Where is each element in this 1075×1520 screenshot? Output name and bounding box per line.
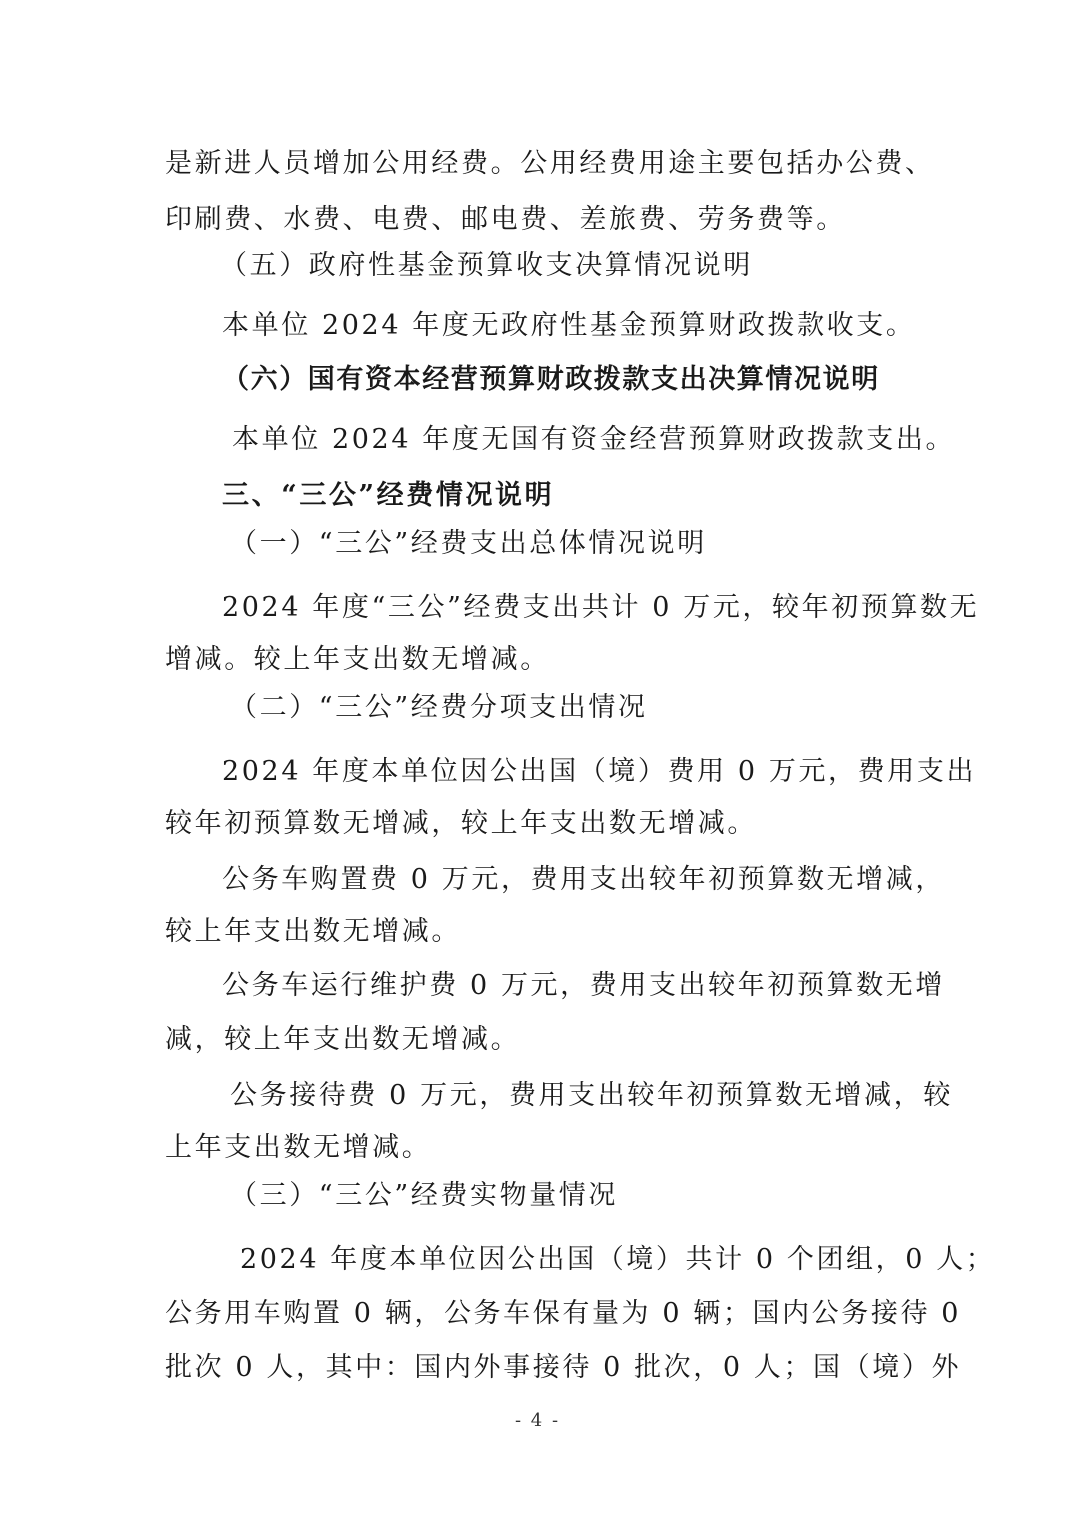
section-heading: （一）“三公”经费支出总体情况说明	[230, 528, 707, 559]
body-line: 批次 0 人，其中：国内外事接待 0 批次，0 人；国（境）外	[165, 1352, 962, 1383]
body-line: 较年初预算数无增减，较上年支出数无增减。	[165, 808, 757, 839]
body-line: 本单位 2024 年度无国有资金经营预算财政拨款支出。	[232, 424, 956, 455]
body-line: 印刷费、水费、电费、邮电费、差旅费、劳务费等。	[165, 204, 846, 235]
body-line: 减，较上年支出数无增减。	[165, 1024, 521, 1055]
section-heading: （二）“三公”经费分项支出情况	[230, 692, 648, 723]
body-line: 公务接待费 0 万元，费用支出较年初预算数无增减，较	[230, 1080, 953, 1111]
body-line: 上年支出数无增减。	[165, 1132, 432, 1163]
body-line: 2024 年度本单位因公出国（境）费用 0 万元，费用支出	[222, 756, 977, 787]
chapter-heading: 三、“三公”经费情况说明	[222, 480, 555, 511]
body-line: 2024 年度“三公”经费支出共计 0 万元，较年初预算数无	[222, 592, 980, 623]
section-heading: （五）政府性基金预算收支决算情况说明	[220, 250, 753, 281]
body-line: 较上年支出数无增减。	[165, 916, 461, 947]
body-line: 公务用车购置 0 辆，公务车保有量为 0 辆；国内公务接待 0	[165, 1298, 962, 1329]
body-line: 是新进人员增加公用经费。公用经费用途主要包括办公费、	[165, 148, 935, 179]
page-number: - 4 -	[514, 1410, 561, 1431]
section-heading: （三）“三公”经费实物量情况	[230, 1180, 619, 1211]
body-line: 公务车购置费 0 万元，费用支出较年初预算数无增减，	[222, 864, 945, 895]
body-line: 本单位 2024 年度无政府性基金预算财政拨款收支。	[222, 310, 916, 341]
body-line: 公务车运行维护费 0 万元，费用支出较年初预算数无增	[222, 970, 945, 1001]
section-heading: （六）国有资本经营预算财政拨款支出决算情况说明	[222, 364, 880, 395]
body-line: 增减。较上年支出数无增减。	[165, 644, 550, 675]
body-line: 2024 年度本单位因公出国（境）共计 0 个团组，0 人；	[240, 1244, 996, 1275]
